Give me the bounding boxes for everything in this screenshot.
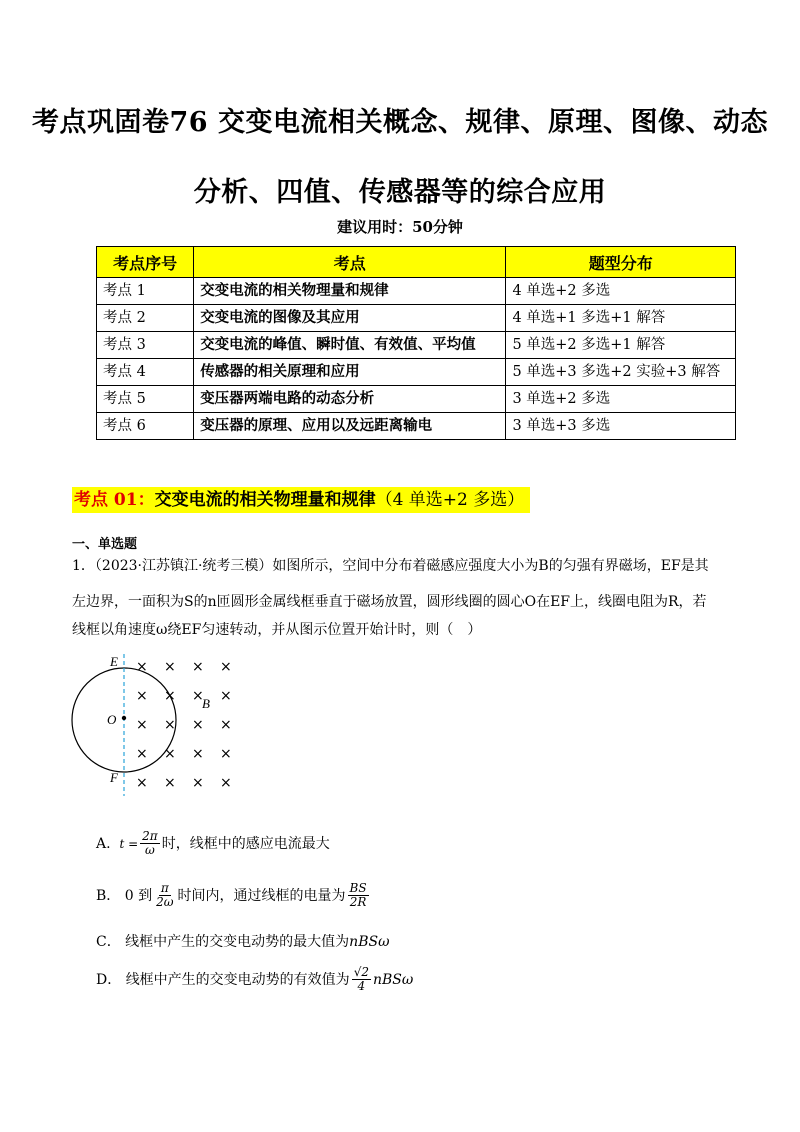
table-cell: 考点 2 — [97, 305, 194, 332]
topic-distribution-table — [96, 246, 736, 440]
section-topic: 交变电流的相关物理量和规律 — [154, 490, 376, 510]
table-cell: 3 单选+3 多选 — [506, 413, 736, 440]
table-row — [97, 332, 736, 359]
label-o: O — [107, 712, 117, 727]
fraction — [154, 882, 175, 909]
option-letter: D． — [96, 971, 122, 988]
option-b-text: 时间内，通过线框的电量为 — [177, 887, 346, 904]
option-b[interactable] — [96, 882, 371, 909]
table-cell: 交变电流的图像及其应用 — [194, 305, 506, 332]
table-row — [97, 386, 736, 413]
field-cross-mark: × — [136, 717, 148, 733]
frac-num: π — [160, 881, 169, 895]
frac-num: BS — [349, 881, 367, 895]
field-cross-mark: × — [164, 775, 176, 791]
title-line-2: 分析、四值、传感器等的综合应用 — [193, 177, 607, 208]
table-header-row — [97, 247, 736, 278]
subheading: 一、单选题 — [72, 537, 138, 552]
suggested-time: 建议用时：50分钟 — [337, 218, 463, 236]
frac-den: ω — [145, 843, 155, 857]
label-e: E — [110, 654, 118, 669]
center-dot — [122, 716, 126, 720]
table-header: 考点序号 — [97, 247, 194, 278]
frac-num: 2π — [142, 829, 158, 843]
option-d-text: 线框中产生的交变电动势的有效值为 — [125, 971, 350, 988]
table-header: 题型分布 — [506, 247, 736, 278]
table-row — [97, 278, 736, 305]
table-cell: 考点 5 — [97, 386, 194, 413]
option-letter: A. — [96, 835, 111, 852]
question-line: 1．（2023·江苏镇江·统考三模）如图所示，空间中分布着磁感应强度大小为B的匀强有界磁场，EF是其 — [72, 558, 709, 574]
table-header: 考点 — [194, 247, 506, 278]
table-cell: 传感器的相关原理和应用 — [194, 359, 506, 386]
field-cross-mark: × — [192, 659, 204, 675]
fraction — [352, 966, 371, 993]
field-cross-mark: × — [220, 775, 232, 791]
field-cross-mark: × — [136, 688, 148, 704]
field-cross-mark: × — [164, 717, 176, 733]
magnetic-field-figure — [60, 650, 260, 800]
section-label: 考点 01： — [74, 490, 155, 510]
table-cell: 4 单选+2 多选 — [506, 278, 736, 305]
field-cross-mark: × — [164, 746, 176, 762]
field-cross-mark: × — [192, 688, 204, 704]
option-c-math: nBSω — [349, 934, 390, 950]
option-c-text: 线框中产生的交变电动势的最大值为 — [125, 934, 350, 950]
field-cross-mark: × — [220, 746, 232, 762]
option-c[interactable] — [96, 932, 389, 952]
fraction — [140, 830, 160, 857]
label-f: F — [110, 770, 118, 785]
table-row — [97, 413, 736, 440]
table-cell: 交变电流的相关物理量和规律 — [194, 278, 506, 305]
table-cell: 交变电流的峰值、瞬时值、有效值、平均值 — [194, 332, 506, 359]
table-cell: 考点 6 — [97, 413, 194, 440]
table-cell: 考点 4 — [97, 359, 194, 386]
question-line: 左边界，一面积为S的n匝圆形金属线框垂直于磁场放置，圆形线圈的圆心O在EF上，线圈电阻为R，若 — [72, 594, 707, 610]
frac-den: 2ω — [156, 895, 174, 909]
fraction — [348, 882, 369, 909]
table-cell: 5 单选+2 多选+1 解答 — [506, 332, 736, 359]
option-d[interactable] — [96, 966, 413, 993]
field-cross-mark: × — [192, 775, 204, 791]
field-cross-mark: × — [192, 717, 204, 733]
field-cross-mark: × — [136, 775, 148, 791]
field-cross-mark: × — [136, 659, 148, 675]
option-a-var: t = — [119, 836, 139, 851]
table-cell: 5 单选+3 多选+2 实验+3 解答 — [506, 359, 736, 386]
option-letter: B． — [96, 887, 121, 904]
table-cell: 变压器的原理、应用以及远距离输电 — [194, 413, 506, 440]
frac-den: 4 — [357, 979, 366, 993]
frac-num: √2 — [353, 965, 369, 979]
table-cell: 考点 3 — [97, 332, 194, 359]
title-line-1: 考点巩固卷76 交变电流相关概念、规律、原理、图像、动态 — [32, 107, 768, 138]
section-distribution: （4 单选+2 多选） — [375, 490, 525, 510]
field-cross-mark: × — [136, 746, 148, 762]
field-cross-mark: × — [220, 688, 232, 704]
field-cross-mark: × — [164, 688, 176, 704]
table-row — [97, 305, 736, 332]
section-heading — [72, 487, 530, 513]
question-line: 线框以角速度ω绕EF匀速转动，并从图示位置开始计时，则（ ） — [72, 622, 482, 638]
frac-den: 2R — [349, 895, 367, 909]
option-letter: C． — [96, 934, 121, 950]
field-cross-mark: × — [164, 659, 176, 675]
field-cross-mark: × — [192, 746, 204, 762]
option-a[interactable] — [96, 830, 330, 857]
field-cross-mark: × — [220, 717, 232, 733]
field-cross-mark: × — [220, 659, 232, 675]
option-d-math: nBSω — [372, 971, 414, 988]
table-cell: 考点 1 — [97, 278, 194, 305]
label-b: B — [202, 696, 210, 711]
option-a-text: 时，线框中的感应电流最大 — [161, 835, 330, 852]
option-b-pre: 0 到 — [124, 887, 153, 904]
table-cell: 3 单选+2 多选 — [506, 386, 736, 413]
table-cell: 4 单选+1 多选+1 解答 — [506, 305, 736, 332]
table-cell: 变压器两端电路的动态分析 — [194, 386, 506, 413]
table-row — [97, 359, 736, 386]
